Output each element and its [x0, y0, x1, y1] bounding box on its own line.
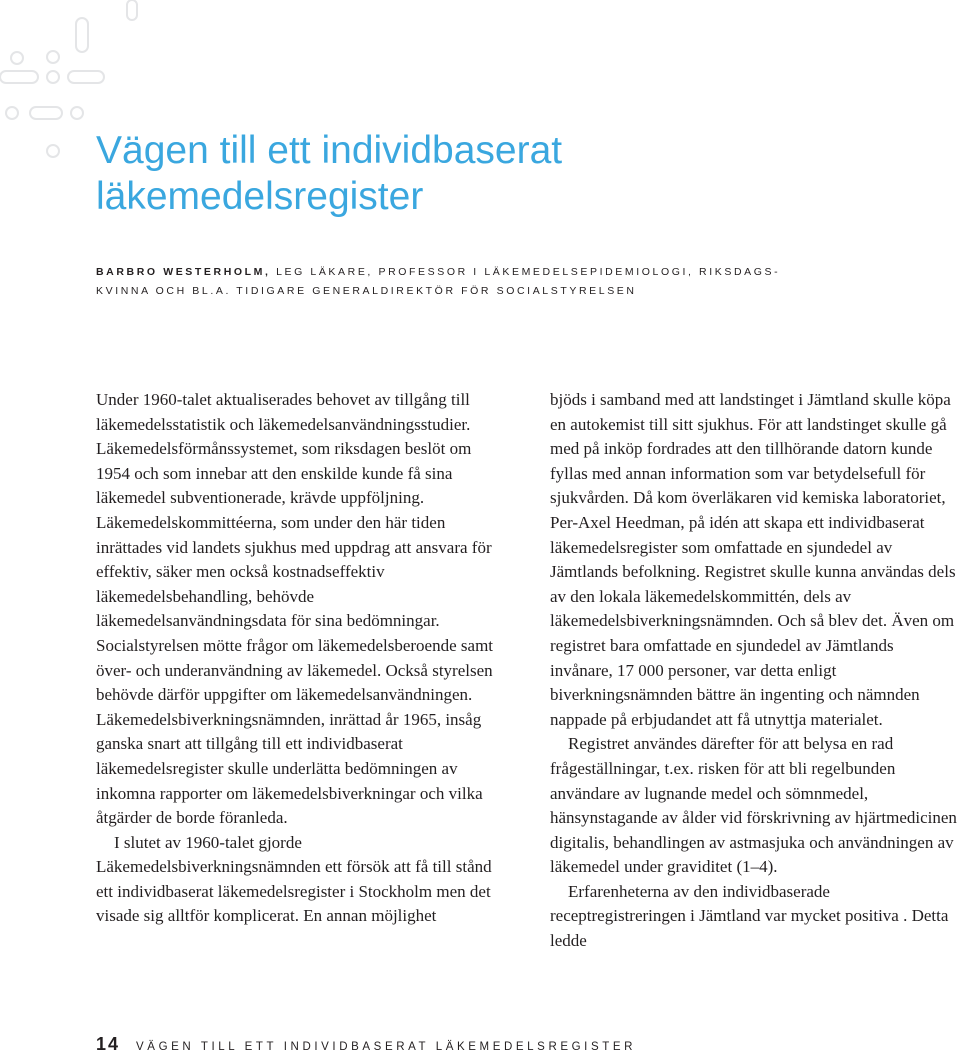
paragraph: bjöds i samband med att landstinget i Jämtland skulle köpa en autokemist till sitt sjukhus. För att landstinget skulle gå med på inköp fordrades att den tillhörande datorn kunde fyllas med annan information som var betydelsefull för sjukvården. Då kom överläkaren vid kemiska laboratoriet, Per-Axel Heedman, på idén att skapa ett individbaserat läkemedelsregister som omfattade en sjundedel av Jämtlands befolkning. Registret skulle kunna användas dels av den lokala läkemedelskommittén, dels av läkemedelsbiverkningsnämnden. Och så blev det. Även om registret bara omfattade en sjundedel av Jämtlands invånare, 17 000 personer, var detta enligt biverkningsnämnden bättre än ingenting och nämnden nappade på erbjudandet att få utnyttja materialet. — [550, 390, 956, 729]
author-name: BARBRO WESTERHOLM, — [96, 266, 271, 278]
paragraph: Erfarenheterna av den individbaserade receptregistreringen i Jämtland var mycket positiva . Detta ledde — [550, 881, 949, 951]
paragraph: Under 1960-talet aktualiserades behovet av tillgång till läkemedelsstatistik och läkemedelsanvändningsstudier. Läkemedelsförmånssystemet, som riksdagen beslöt om 1954 och som innebar att den enskilde kunde få sina läkemedel subventionerade, krävde uppföljning. Läkemedelskommittéerna, som under den här tiden inrättades vid landets sjukhus med uppdrag att ansvara för effektiv, säker men också kostnadseffektiv läkemedelsbehandling, behövde läkemedelsanvändningsdata för sina bedömningar. Socialstyrelsen mötte frågor om läkemedelsberoende samt över- och underanvändning av läkemedel. Också styrelsen behövde därför uppgifter om läkemedelsanvändningen. Läkemedelsbiverkningsnämnden, inrättad år 1965, insåg ganska snart att tillgång till ett individbaserat läkemedelsregister skulle underlätta bedömningen av inkomna rapporter om läkemedelsbiverkningar och vilka åtgärder de borde föranleda. — [96, 390, 494, 828]
text-column-right — [550, 388, 960, 954]
article-title-line: läkemedelsregister — [96, 175, 424, 218]
dot-shape — [47, 145, 59, 157]
running-head: VÄGEN TILL ETT INDIVIDBASERAT LÄKEMEDELSREGISTER — [136, 1041, 637, 1053]
text-column-left — [96, 388, 506, 929]
dot-shape — [71, 107, 83, 119]
dot-shape — [11, 52, 23, 64]
article-title-line: Vägen till ett individbaserat — [96, 129, 563, 172]
pill-shape — [0, 71, 38, 83]
author-byline-line: KVINNA OCH BL.A. TIDIGARE GENERALDIREKTÖR FÖR SOCIALSTYRELSEN — [96, 285, 637, 297]
page-number: 14 — [96, 1034, 121, 1054]
pill-shape — [76, 18, 88, 52]
dot-shape — [47, 71, 59, 83]
article-title — [96, 128, 916, 220]
page-footer — [96, 1034, 636, 1055]
paragraph: Registret användes därefter för att belysa en rad frågeställningar, t.ex. risken för att bli regelbunden användare av lugnande medel och sömnmedel, hänsynstagande av ålder vid förskrivning av hjärtmedicinen digitalis, behandlingen av astmasjuka och användningen av läkemedel under graviditet (1–4). — [550, 734, 957, 877]
dot-shape — [47, 51, 59, 63]
pill-shape — [127, 0, 137, 20]
pill-shape — [30, 107, 62, 119]
pill-shape — [68, 71, 104, 83]
dot-shape — [6, 107, 18, 119]
paragraph: I slutet av 1960-talet gjorde Läkemedelsbiverkningsnämnden ett försök att få till stånd ett individbaserat läkemedelsregister i Stockholm men det visade sig alltför komplicerat. En annan möjlighet — [96, 832, 492, 926]
author-byline-line — [96, 263, 926, 282]
author-credentials: LEG LÄKARE, PROFESSOR I LÄKEMEDELSEPIDEMIOLOGI, RIKSDAGS- — [270, 266, 781, 278]
author-byline — [96, 263, 926, 301]
